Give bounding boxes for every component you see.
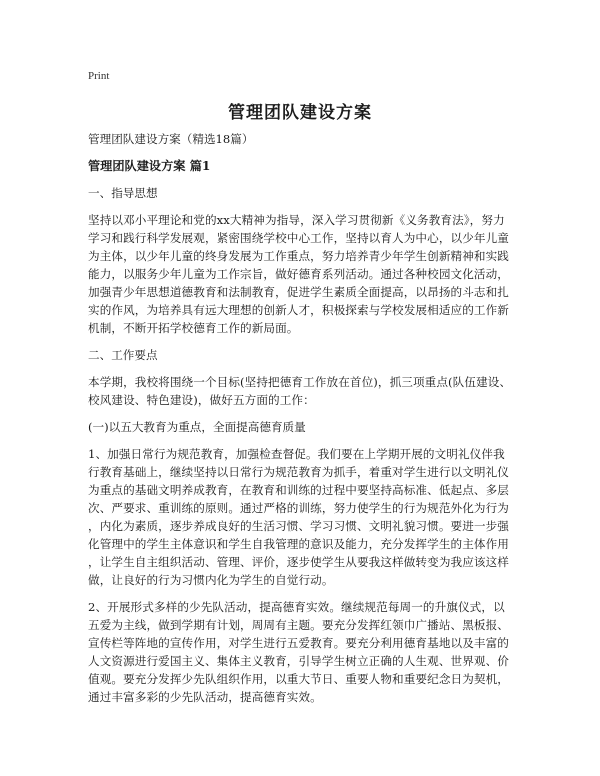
paragraph-line: 为重点的基础文明养成教育，在教育和训练的过程中要坚持高标准、低起点、多层: [88, 483, 509, 497]
document-subtitle: 管理团队建设方案（精选18篇）: [88, 132, 254, 146]
section-heading: 管理团队建设方案 篇1: [88, 159, 211, 173]
paragraph-line: ，内化为素质，逐步养成良好的生活习惯、学习习惯、文明礼貌习惯。要进一步强: [88, 519, 509, 533]
paragraph-line: 五爱为主线，做到学期有计划，周周有主题。要充分发挥红领巾广播站、黑板报、: [88, 618, 509, 632]
paragraph-line: 行教育基础上，继续坚持以日常行为规范教育为抓手，着重对学生进行以文明礼仪: [88, 465, 509, 479]
paragraph-line: 学习和践行科学发展观，紧密围绕学校中心工作，坚持以育人为中心，以少年儿童: [88, 231, 509, 245]
document-title: 管理团队建设方案: [228, 103, 372, 123]
paragraph-line: 宣传栏等阵地的宣传作用，对学生进行五爱教育。要充分利用德育基地以及丰富的: [88, 636, 509, 650]
paragraph-line: 实的作风，为培养具有远大理想的创新人才，积极探索与学校发展相适应的工作新: [88, 303, 509, 317]
paragraph-line: 加强青少年思想道德教育和法制教育，促进学生素质全面提高，以昂扬的斗志和扎: [88, 285, 509, 299]
paragraph-line: 化管理中的学生主体意识和学生自我管理的意识及能力，充分发挥学生的主体作用: [88, 537, 509, 551]
paragraph-line: 坚持以邓小平理论和党的xx大精神为指导，深入学习贯彻新《义务教育法》，努力: [88, 213, 505, 227]
heading-guiding-ideology: 一、指导思想: [88, 186, 158, 200]
paragraph-line: 1、加强日常行为规范教育，加强检查督促。我们要在上学期开展的文明礼仪伴我: [88, 447, 505, 461]
paragraph-line: 机制，不断开拓学校德育工作的新局面。: [88, 321, 299, 335]
paragraph-line: 人文资源进行爱国主义、集体主义教育，引导学生树立正确的人生观、世界观、价: [88, 654, 509, 668]
print-label: Print: [88, 70, 110, 82]
document-body: [88, 130, 528, 715]
heading-five-education: (一)以五大教育为重点，全面提高德育质量: [88, 420, 306, 434]
heading-work-points: 二、工作要点: [88, 348, 158, 362]
paragraph-line: 为主体，以少年儿童的终身发展为工作重点，努力培养青少年学生创新精神和实践: [88, 249, 509, 263]
paragraph-line: 本学期，我校将围绕一个目标(坚持把德育工作放在首位)，抓三项重点(队伍建设、: [88, 375, 512, 389]
paragraph-guiding-ideology: [88, 211, 528, 337]
paragraph-work-points: [88, 373, 528, 409]
paragraph-line: 校风建设、特色建设)，做好五方面的工作：: [88, 393, 315, 407]
paragraph-line: 能力，以服务少年儿童为工作宗旨，做好德育系列活动。通过各种校园文化活动，: [88, 267, 509, 281]
paragraph-line: ，让学生自主组织活动、管理、评价，逐步使学生从要我这样做转变为我应该这样: [88, 555, 509, 569]
paragraph-line: 2、开展形式多样的少先队活动，提高德育实效。继续规范每周一的升旗仪式，以: [88, 600, 505, 614]
paragraph-line: 值观。要充分发挥少先队组织作用，以重大节日、重要人物和重要纪念日为契机，: [88, 672, 509, 686]
paragraph-pioneer-activities: [88, 598, 528, 706]
paragraph-line: 通过丰富多彩的少先队活动，提高德育实效。: [88, 690, 322, 704]
paragraph-line: 做，让良好的行为习惯内化为学生的自觉行动。: [88, 573, 334, 587]
paragraph-behavior-norms: [88, 445, 528, 589]
paragraph-line: 次、严要求、重训练的原则。通过严格的训练，努力使学生的行为规范外化为行为: [88, 501, 509, 515]
